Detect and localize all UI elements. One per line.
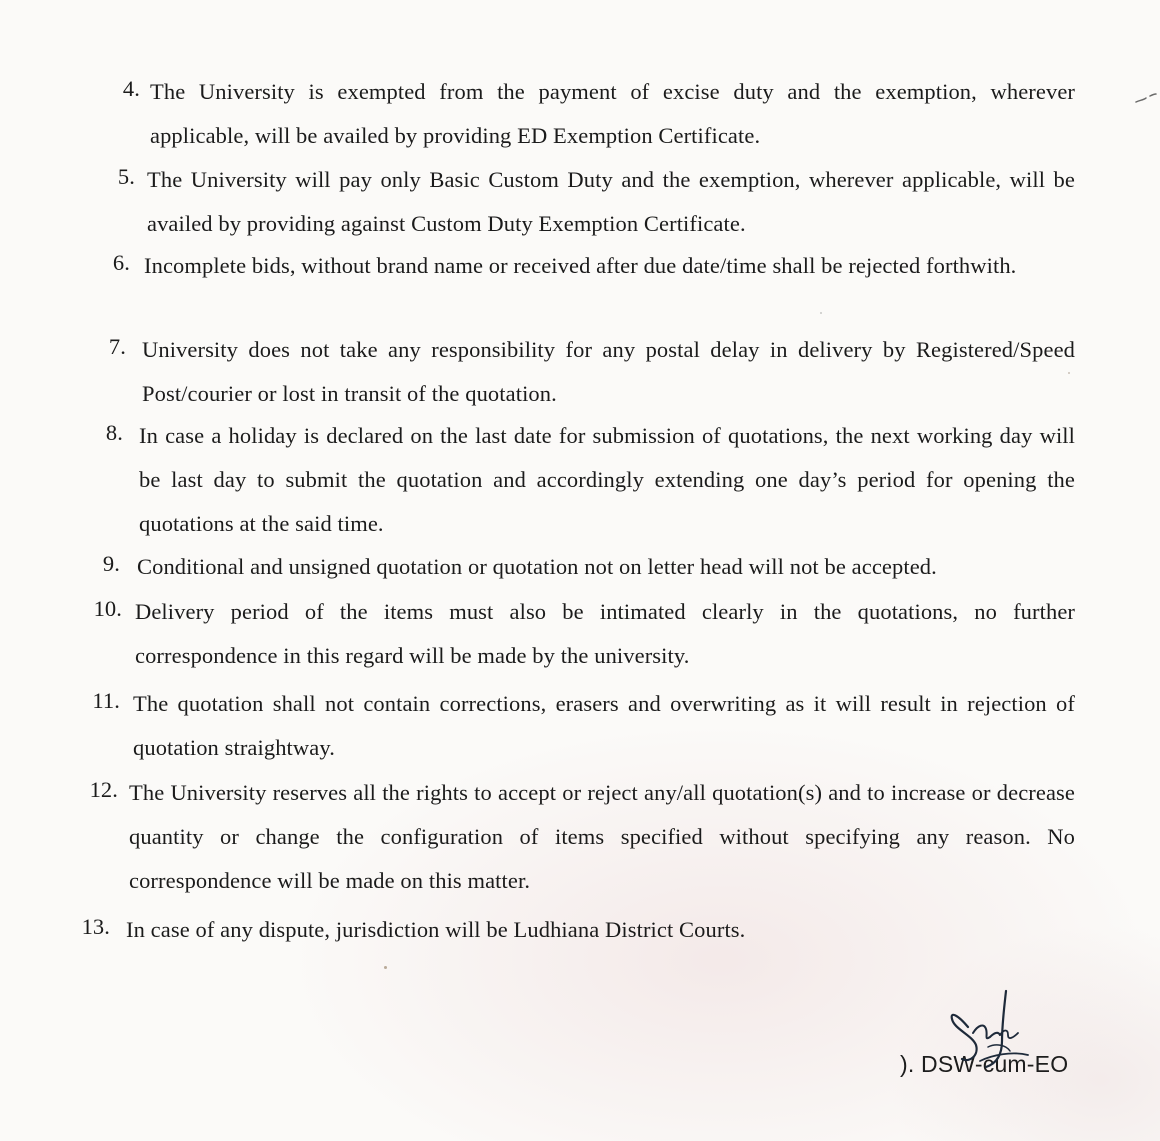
- clause-text: The quotation shall not contain corrections, erasers and overwriting as it will result in rejection of quotation straightway.: [133, 691, 1075, 760]
- clause-number: 5.: [117, 164, 135, 189]
- pen-mark: [1132, 88, 1160, 108]
- handwritten-signature: [880, 985, 1100, 1095]
- paper-speck: [820, 312, 822, 314]
- clause-text: Conditional and unsigned quotation or quotation not on letter head will not be accepted.: [137, 554, 937, 579]
- clause-text: University does not take any responsibility for any postal delay in delivery by Registered/Speed Post/courier or lost in transit of the quotation.: [142, 337, 1075, 406]
- clause-number: 12.: [89, 777, 118, 802]
- clause-text: The University is exempted from the payment of excise duty and the exemption, wherever applicable, will be availed by providing ED Exemption Certificate.: [150, 79, 1075, 148]
- clause-number: 4.: [122, 76, 140, 101]
- signature-block: [880, 985, 1100, 1095]
- clause-number: 7.: [108, 334, 126, 359]
- clause-number: 6.: [112, 250, 130, 275]
- paper-speck: [384, 966, 387, 969]
- clause-text: Incomplete bids, without brand name or received after due date/time shall be rejected forthwith.: [144, 253, 1017, 278]
- clause-number: 10.: [93, 596, 122, 621]
- clause-number: 11.: [92, 688, 120, 713]
- clause-number: 8.: [105, 420, 123, 445]
- clause-text: The University will pay only Basic Custom Duty and the exemption, wherever applicable, will be availed by providing against Custom Duty Exemption Certificate.: [147, 167, 1075, 236]
- clause-text: In case a holiday is declared on the last date for submission of quotations, the next working day will be last day to submit the quotation and accordingly extending one day’s period for opening the quotations at the said time.: [139, 423, 1075, 536]
- signatory-title: ). DSW-cum-EO: [900, 1051, 1069, 1077]
- clause-text: Delivery period of the items must also be intimated clearly in the quotations, no further correspondence in this regard will be made by the university.: [135, 599, 1075, 668]
- clause-text: In case of any dispute, jurisdiction will be Ludhiana District Courts.: [126, 917, 746, 942]
- paper-speck: [1068, 372, 1070, 374]
- clause-number: 13.: [81, 914, 110, 939]
- clause-number: 9.: [102, 551, 120, 576]
- clause-text: The University reserves all the rights to accept or reject any/all quotation(s) and to increase or decrease quantity or change the configuration of items specified without specifying any reason. No correspondence will be made on this matter.: [129, 780, 1075, 893]
